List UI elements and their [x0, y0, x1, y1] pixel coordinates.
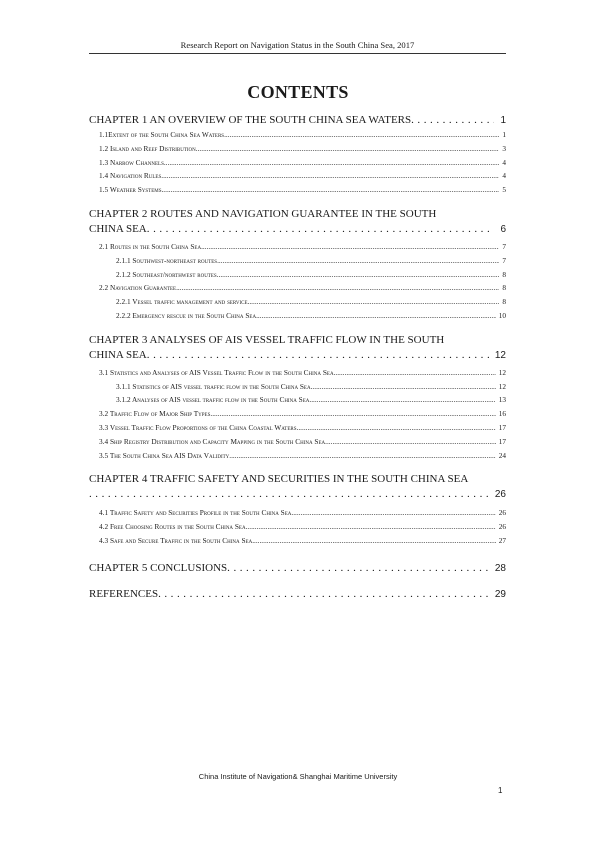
toc-chapter-label: REFERENCES — [89, 587, 159, 600]
table-of-contents — [89, 114, 506, 600]
toc-references[interactable] — [89, 588, 506, 600]
dot-leader — [210, 409, 495, 418]
toc-entry[interactable] — [89, 508, 506, 522]
toc-chapter-5[interactable] — [89, 562, 506, 574]
dot-leader — [224, 130, 499, 139]
dot-leader — [334, 368, 496, 377]
toc-entry[interactable] — [89, 242, 506, 256]
page-number: 1 — [498, 786, 503, 795]
toc-chapter-label: CHAPTER 1 AN OVERVIEW OF THE SOUTH CHINA SEA WATERS — [89, 114, 412, 126]
toc-page-number: 27 — [498, 535, 506, 545]
toc-entry[interactable] — [89, 311, 506, 325]
toc-entry-label: 3.4 Ship Registry Distribution and Capacity Mapping in the South China Sea — [99, 436, 326, 446]
toc-page-number: 8 — [502, 283, 506, 293]
toc-entry-label: 1.4 Navigation Rules — [99, 171, 162, 181]
dot-leader — [161, 171, 499, 180]
toc-entry[interactable] — [89, 536, 506, 550]
dot-leader — [229, 451, 495, 460]
toc-entry[interactable] — [89, 395, 506, 409]
toc-entry-label: 1.1Extent of the South China Sea Waters — [99, 130, 225, 139]
dot-leader — [256, 311, 496, 320]
toc-entry[interactable] — [89, 382, 506, 396]
dot-leader — [325, 437, 496, 446]
toc-page-number: 1 — [502, 130, 506, 139]
toc-entry-label: 1.2 Island and Reef Distribution — [99, 143, 196, 153]
toc-chapter-label: CHAPTER 2 ROUTES AND NAVIGATION GUARANTEE IN THE SOUTH — [89, 207, 437, 220]
toc-chapter-label-cont: CHINA SEA — [89, 348, 147, 361]
toc-page-number: 26 — [498, 508, 506, 518]
toc-page-number: 17 — [498, 422, 506, 432]
toc-page-number: 17 — [498, 436, 506, 446]
toc-entry-label: 2.2.1 Vessel traffic management and service — [116, 297, 248, 307]
toc-page-number: 29 — [494, 588, 506, 600]
toc-page-number: 12 — [494, 349, 506, 361]
toc-entry[interactable] — [89, 437, 506, 451]
toc-chapter-label: CHAPTER 4 TRAFFIC SAFETY AND SECURITIES IN THE SOUTH CHINA SEA — [89, 473, 469, 486]
toc-entry[interactable] — [89, 256, 506, 270]
dot-leader — [147, 349, 489, 361]
dot-leader — [248, 297, 500, 306]
toc-page-number: 4 — [502, 171, 506, 181]
toc-page-number: 7 — [502, 255, 506, 265]
toc-page-number: 6 — [500, 223, 506, 235]
toc-entry[interactable] — [89, 171, 506, 185]
toc-page-number: 26 — [494, 489, 506, 501]
toc-chapter-label: CHAPTER 5 CONCLUSIONS — [89, 561, 228, 574]
toc-page-number: 16 — [498, 409, 506, 419]
dot-leader — [217, 256, 499, 265]
toc-entry-label: 1.3 Narrow Channels — [99, 157, 164, 167]
toc-entry[interactable] — [89, 451, 506, 465]
header-rule — [89, 53, 506, 54]
toc-entry-label: 4.2 Free Choosing Routes in the South China Sea — [99, 522, 246, 532]
dot-leader — [196, 144, 500, 153]
dot-leader — [164, 158, 499, 167]
toc-entry[interactable] — [89, 522, 506, 536]
toc-page-number: 4 — [502, 157, 506, 167]
toc-entry[interactable] — [89, 158, 506, 172]
toc-page-number: 13 — [498, 395, 506, 405]
toc-chapter-label: CHAPTER 3 ANALYSES OF AIS VESSEL TRAFFIC FLOW IN THE SOUTH — [89, 333, 445, 346]
toc-entry-label: 2.2 Navigation Guarantee — [99, 283, 177, 293]
toc-entry[interactable] — [89, 297, 506, 311]
toc-page-number: 8 — [502, 297, 506, 307]
toc-entry[interactable] — [89, 368, 506, 382]
toc-entry-label: 4.1 Traffic Safety and Securities Profile in the South China Sea — [99, 508, 292, 518]
toc-entry-label: 2.1.1 Southwest-northeast routes — [116, 255, 218, 265]
dot-leader — [311, 382, 496, 391]
toc-chapter-3[interactable] — [89, 334, 506, 366]
dot-leader — [217, 270, 500, 279]
toc-page-number: 24 — [498, 450, 506, 460]
toc-chapter-2[interactable] — [89, 208, 506, 240]
dot-leader — [309, 395, 495, 404]
toc-page-number: 8 — [502, 269, 506, 279]
toc-entry-label: 3.1.1 Statistics of AIS vessel traffic flow in the South China Sea — [116, 381, 311, 391]
toc-chapter-label-cont: CHINA SEA — [89, 222, 147, 235]
toc-page-number: 7 — [502, 241, 506, 251]
dot-leader — [176, 283, 499, 292]
toc-page-number: 5 — [502, 185, 506, 195]
dot-leader — [297, 423, 496, 432]
dot-leader — [147, 223, 495, 235]
toc-entry[interactable] — [89, 185, 506, 199]
toc-entry[interactable] — [89, 409, 506, 423]
toc-page-number: 10 — [498, 310, 506, 320]
dot-leader — [246, 522, 496, 531]
toc-entry-label: 3.2 Traffic Flow of Major Ship Types — [99, 409, 211, 419]
dot-leader — [227, 562, 489, 574]
dot-leader — [411, 114, 494, 126]
toc-entry[interactable] — [89, 270, 506, 284]
toc-entry-label: 4.3 Safe and Secure Traffic in the South China Sea — [99, 535, 253, 545]
running-header: Research Report on Navigation Status in the South China Sea, 2017 — [180, 40, 415, 50]
toc-entry-label: 3.1 Statistics and Analyses of AIS Vessel Traffic Flow in the South China Sea — [99, 367, 334, 377]
toc-page-number: 3 — [502, 143, 506, 153]
dot-leader — [201, 242, 499, 251]
toc-entry-label: 2.1 Routes in the South China Sea — [99, 241, 202, 251]
dot-leader — [158, 588, 489, 600]
toc-chapter-4[interactable] — [89, 473, 506, 505]
toc-entry[interactable] — [89, 144, 506, 158]
page-title: CONTENTS — [247, 82, 349, 102]
toc-entry[interactable] — [89, 283, 506, 297]
toc-entry-label: 3.3 Vessel Traffic Flow Proportions of the China Coastal Waters — [99, 422, 297, 432]
dot-leader — [291, 508, 495, 517]
toc-entry-label: 3.5 The South China Sea AIS Data Validity — [99, 450, 230, 460]
toc-page-number: 12 — [498, 367, 506, 377]
toc-page-number: 1 — [500, 115, 506, 126]
toc-page-number: 12 — [498, 381, 506, 391]
toc-entry-label: 2.2.2 Emergency rescue in the South China Sea — [116, 310, 257, 320]
toc-entry[interactable] — [89, 130, 506, 144]
toc-entry-label: 3.1.2 Analyses of AIS vessel traffic flow in the South China Sea — [116, 395, 310, 405]
toc-page-number: 28 — [494, 562, 506, 574]
running-footer: China Institute of Navigation& Shanghai Maritime University — [198, 772, 398, 781]
dot-leader — [89, 488, 489, 500]
dot-leader — [252, 536, 496, 545]
toc-page-number: 26 — [498, 522, 506, 532]
toc-entry[interactable] — [89, 423, 506, 437]
toc-chapter-1[interactable] — [89, 114, 506, 126]
toc-entry-label: 1.5 Weather Systems — [99, 185, 162, 195]
toc-entry-label: 2.1.2 Southeast/northwest routes — [116, 269, 217, 279]
dot-leader — [161, 185, 499, 194]
